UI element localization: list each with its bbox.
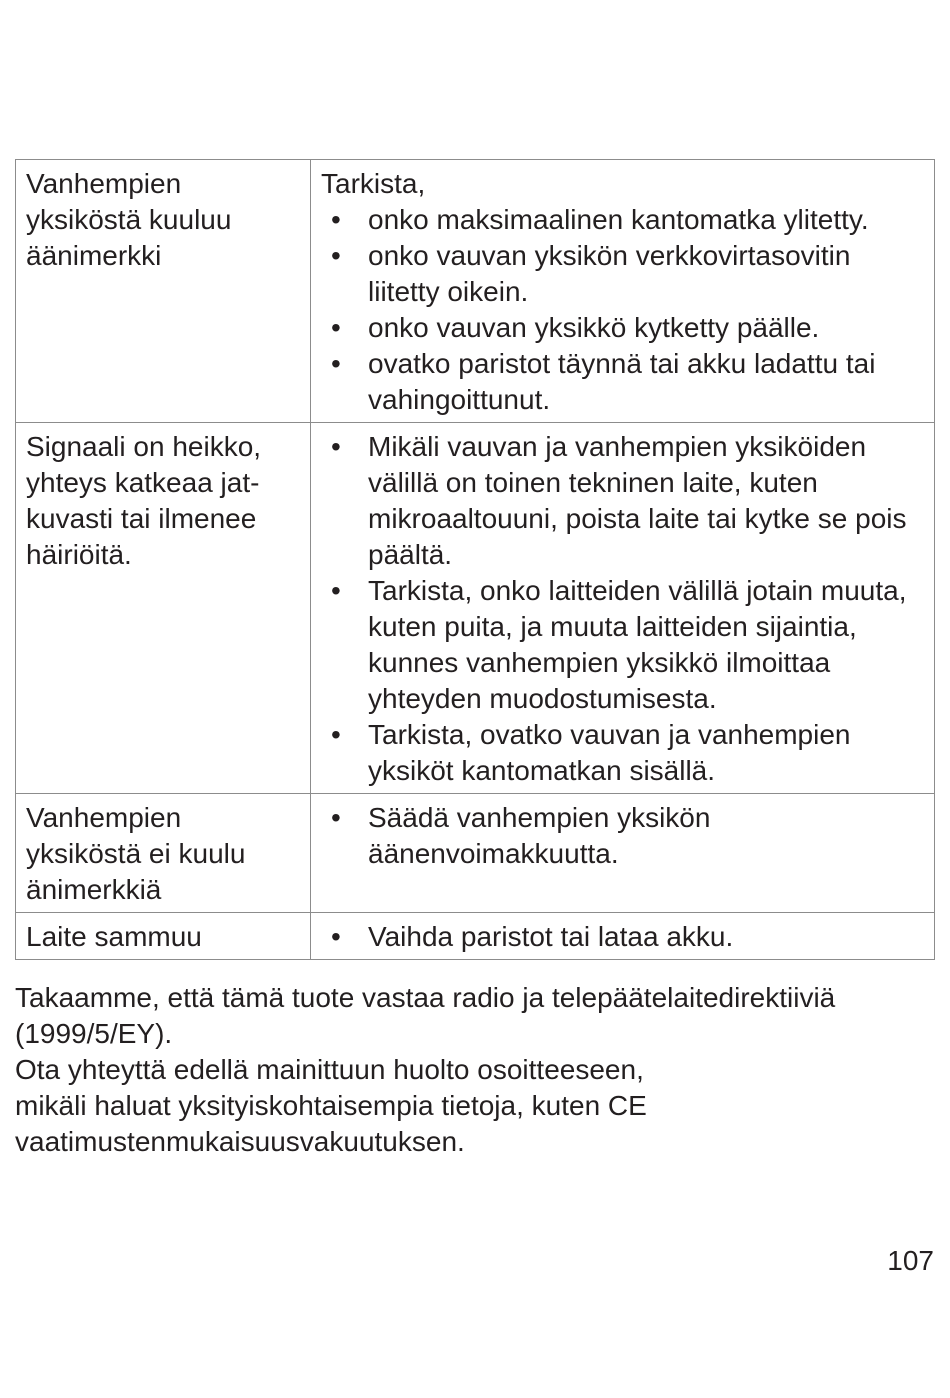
- list-item: [321, 573, 926, 717]
- page-number: 107: [887, 1245, 934, 1276]
- bullet-icon: •: [331, 348, 341, 379]
- solution-cell: [311, 160, 935, 423]
- solution-text: Tarkista, ovatko vauvan ja vanhempien yksiköt kantomatkan sisällä.: [368, 719, 851, 786]
- problem-cell: [16, 423, 311, 794]
- solution-text: Mikäli vauvan ja vanhempien yksiköiden välillä on toinen tekninen laite, kuten mikroaaltouuni, poista laite tai kytke se pois päältä.: [368, 431, 907, 570]
- solution-text: Vaihda paristot tai lataa akku.: [368, 921, 734, 952]
- solution-text: Tarkista, onko laitteiden välillä jotain muuta, kuten puita, ja muuta laitteiden sijaintia, kunnes vanhempien yksikkö ilmoittaa yhteyden muodostumisesta.: [368, 575, 907, 714]
- solution-text: Säädä vanhempien yksikön äänenvoimakkuutta.: [368, 802, 711, 869]
- list-item: [321, 919, 926, 955]
- list-item: [321, 238, 926, 310]
- problem-cell: [16, 913, 311, 960]
- solution-list: [321, 800, 926, 872]
- bullet-icon: •: [331, 719, 341, 750]
- table-row: [16, 423, 935, 794]
- list-item: [321, 429, 926, 573]
- problem-text: Signaali on heikko, yhteys katkeaa jat- kuvasti tai ilmenee häiriöitä.: [26, 431, 262, 570]
- table-row: [16, 160, 935, 423]
- solution-text: onko vauvan yksikkö kytketty päälle.: [368, 312, 820, 343]
- list-item: [321, 202, 926, 238]
- conformity-declaration: [15, 980, 935, 1160]
- list-item: [321, 717, 926, 789]
- bullet-icon: •: [331, 575, 341, 606]
- bullet-icon: •: [331, 431, 341, 462]
- list-item: [321, 346, 926, 418]
- solution-cell: [311, 423, 935, 794]
- solution-cell: [311, 913, 935, 960]
- solution-list: [321, 919, 926, 955]
- bullet-icon: •: [331, 240, 341, 271]
- table-row: [16, 794, 935, 913]
- bullet-icon: •: [331, 802, 341, 833]
- solution-cell: [311, 794, 935, 913]
- problem-text: Laite sammuu: [26, 921, 202, 952]
- solution-intro: Tarkista,: [321, 168, 426, 199]
- bullet-icon: •: [331, 921, 341, 952]
- solution-list: [321, 429, 926, 789]
- declaration-text: Takaamme, että tämä tuote vastaa radio ja telepäätelaitedirektiiviä (1999/5/EY).: [15, 982, 836, 1049]
- declaration-text: Ota yhteyttä edellä mainittuun huolto osoitteeseen,: [15, 1054, 644, 1085]
- table-row: [16, 913, 935, 960]
- solution-text: onko vauvan yksikön verkkovirtasovitin liitetty oikein.: [368, 240, 851, 307]
- problem-text: Vanhempien yksiköstä ei kuulu änimerkkiä: [26, 802, 246, 905]
- solution-list: [321, 202, 926, 418]
- declaration-text: mikäli haluat yksityiskohtaisempia tietoja, kuten CE vaatimustenmukaisuusvakuutuksen.: [15, 1090, 647, 1157]
- list-item: [321, 800, 926, 872]
- list-item: [321, 310, 926, 346]
- bullet-icon: •: [331, 312, 341, 343]
- problem-cell: [16, 794, 311, 913]
- troubleshooting-table: [15, 159, 935, 960]
- problem-text: Vanhempien yksiköstä kuuluu äänimerkki: [26, 168, 232, 271]
- solution-text: onko maksimaalinen kantomatka ylitetty.: [368, 204, 869, 235]
- solution-text: ovatko paristot täynnä tai akku ladattu tai vahingoittunut.: [368, 348, 876, 415]
- problem-cell: [16, 160, 311, 423]
- bullet-icon: •: [331, 204, 341, 235]
